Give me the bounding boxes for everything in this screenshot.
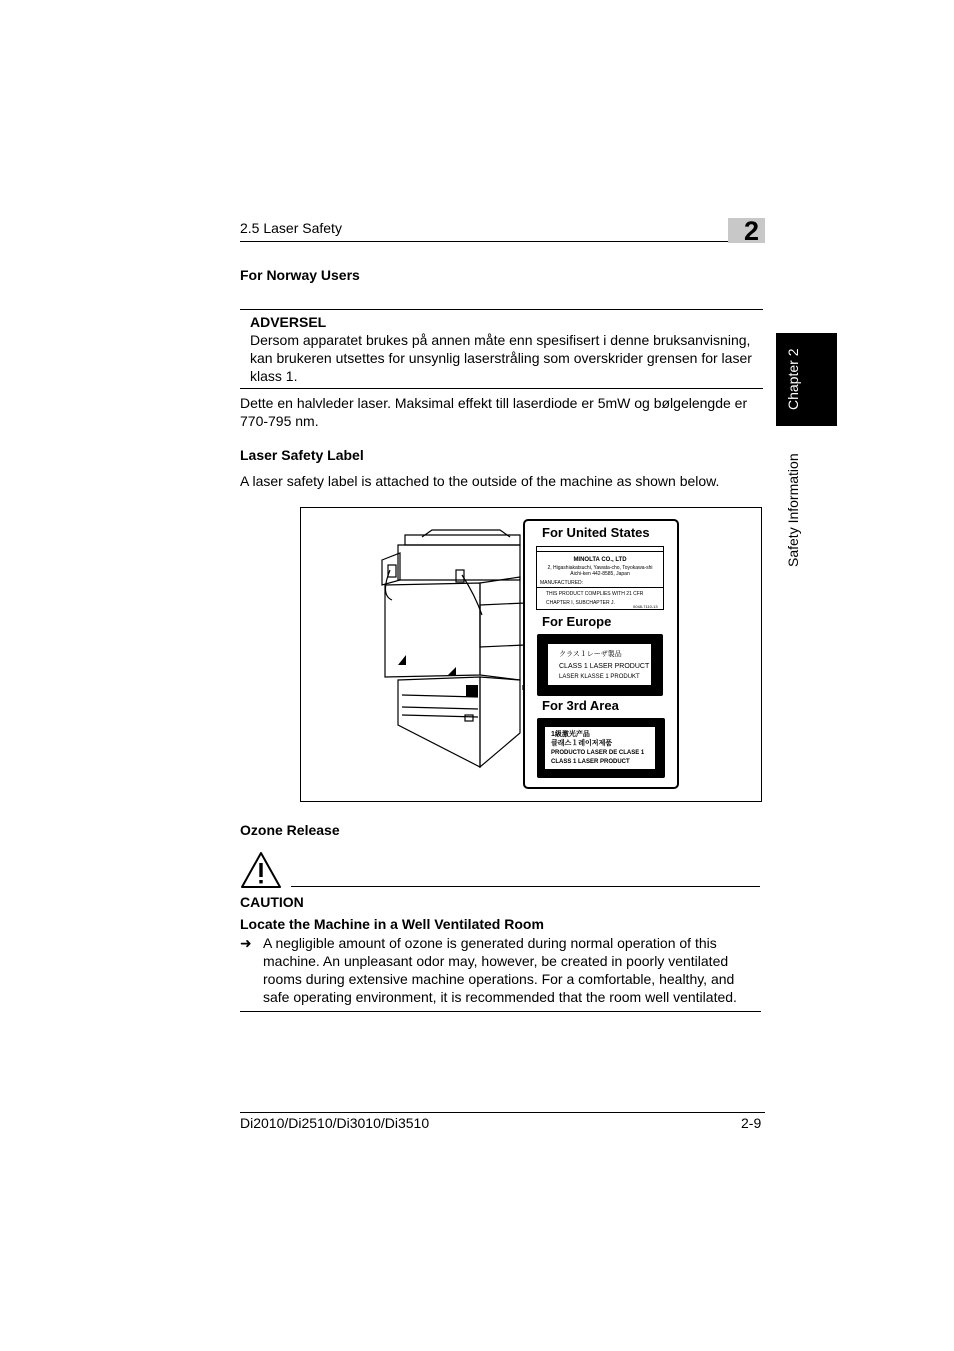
ozone-bullet-text: A negligible amount of ozone is generated during normal operation of this machine. An unpleasant odor may, however, be created in poorly ventilated rooms during extensive machine operations. For a comfortable, healthy, and safe operating environment, it is recommended that the room well ventilated. xyxy=(263,935,737,1005)
third-area-line-2: 클래스１레이저제품 xyxy=(551,740,613,747)
us-label-top-rule xyxy=(537,551,663,552)
arrow-bullet-icon: ➜ xyxy=(240,935,252,951)
header-rule xyxy=(240,241,765,242)
caution-rule xyxy=(291,886,760,887)
us-code: 0048-7110-13 xyxy=(633,604,658,609)
side-tab-section: Safety Information xyxy=(785,453,801,567)
warning-top-rule xyxy=(240,309,763,310)
laser-label-text: A laser safety label is attached to the outside of the machine as shown below. xyxy=(240,473,720,489)
europe-line-2: CLASS 1 LASER PRODUCT xyxy=(559,663,650,670)
footer-models: Di2010/Di2510/Di3010/Di3510 xyxy=(240,1115,430,1131)
us-company: MINOLTA CO., LTD xyxy=(573,557,627,563)
footer-page-number: 2-9 xyxy=(741,1115,762,1131)
third-area-heading: For 3rd Area xyxy=(542,698,619,713)
warning-title: ADVERSEL xyxy=(250,314,327,330)
us-label-mid-rule xyxy=(537,587,663,588)
norway-note: Dette en halvleder laser. Maksimal effekt till laserdiode er 5mW og bølgelengde er 770-795 nm. xyxy=(240,395,748,429)
ozone-subheading: Locate the Machine in a Well Ventilated Room xyxy=(240,916,544,932)
third-area-line-1: 1級激光产品 xyxy=(551,731,590,738)
us-manufactured: MANUFACTURED: xyxy=(540,580,584,586)
europe-line-3: LASER KLASSE 1 PRODUKT xyxy=(559,674,640,680)
us-heading: For United States xyxy=(542,525,650,540)
running-header: 2.5 Laser Safety xyxy=(240,220,342,236)
laser-label-heading: Laser Safety Label xyxy=(240,447,364,463)
us-address-2: Aichi-ken 442-8585, Japan xyxy=(570,571,630,577)
warning-text: Dersom apparatet brukes på annen måte enn spesifisert i denne bruksanvisning, kan brukeren utsettes for unsynlig laserstråling som overskrider grensen for laser klass 1. xyxy=(250,332,752,384)
caution-label: CAUTION xyxy=(240,894,304,910)
us-complies-2: CHAPTER I, SUBCHAPTER J. xyxy=(546,600,615,606)
norway-heading: For Norway Users xyxy=(240,267,360,283)
europe-heading: For Europe xyxy=(542,614,612,629)
us-complies-1: THIS PRODUCT COMPLIES WITH 21 CFR xyxy=(546,591,644,597)
third-area-line-4: CLASS 1 LASER PRODUCT xyxy=(551,759,630,765)
caution-bottom-rule xyxy=(240,1011,761,1012)
europe-line-1: クラス１レーザ製品 xyxy=(559,651,622,658)
machine-illustration xyxy=(370,525,530,780)
warning-triangle-icon xyxy=(240,851,282,889)
us-address-1: 2, Higashiakatsuchi, Yawata-cho, Toyokawa-shi xyxy=(547,565,653,571)
warning-bottom-rule xyxy=(240,388,763,389)
chapter-number: 2 xyxy=(744,216,760,246)
side-tab-chapter: Chapter 2 xyxy=(785,348,801,411)
ozone-heading: Ozone Release xyxy=(240,822,340,838)
footer-rule xyxy=(240,1112,765,1113)
third-area-line-3: PRODUCTO LASER DE CLASE 1 xyxy=(551,750,645,756)
